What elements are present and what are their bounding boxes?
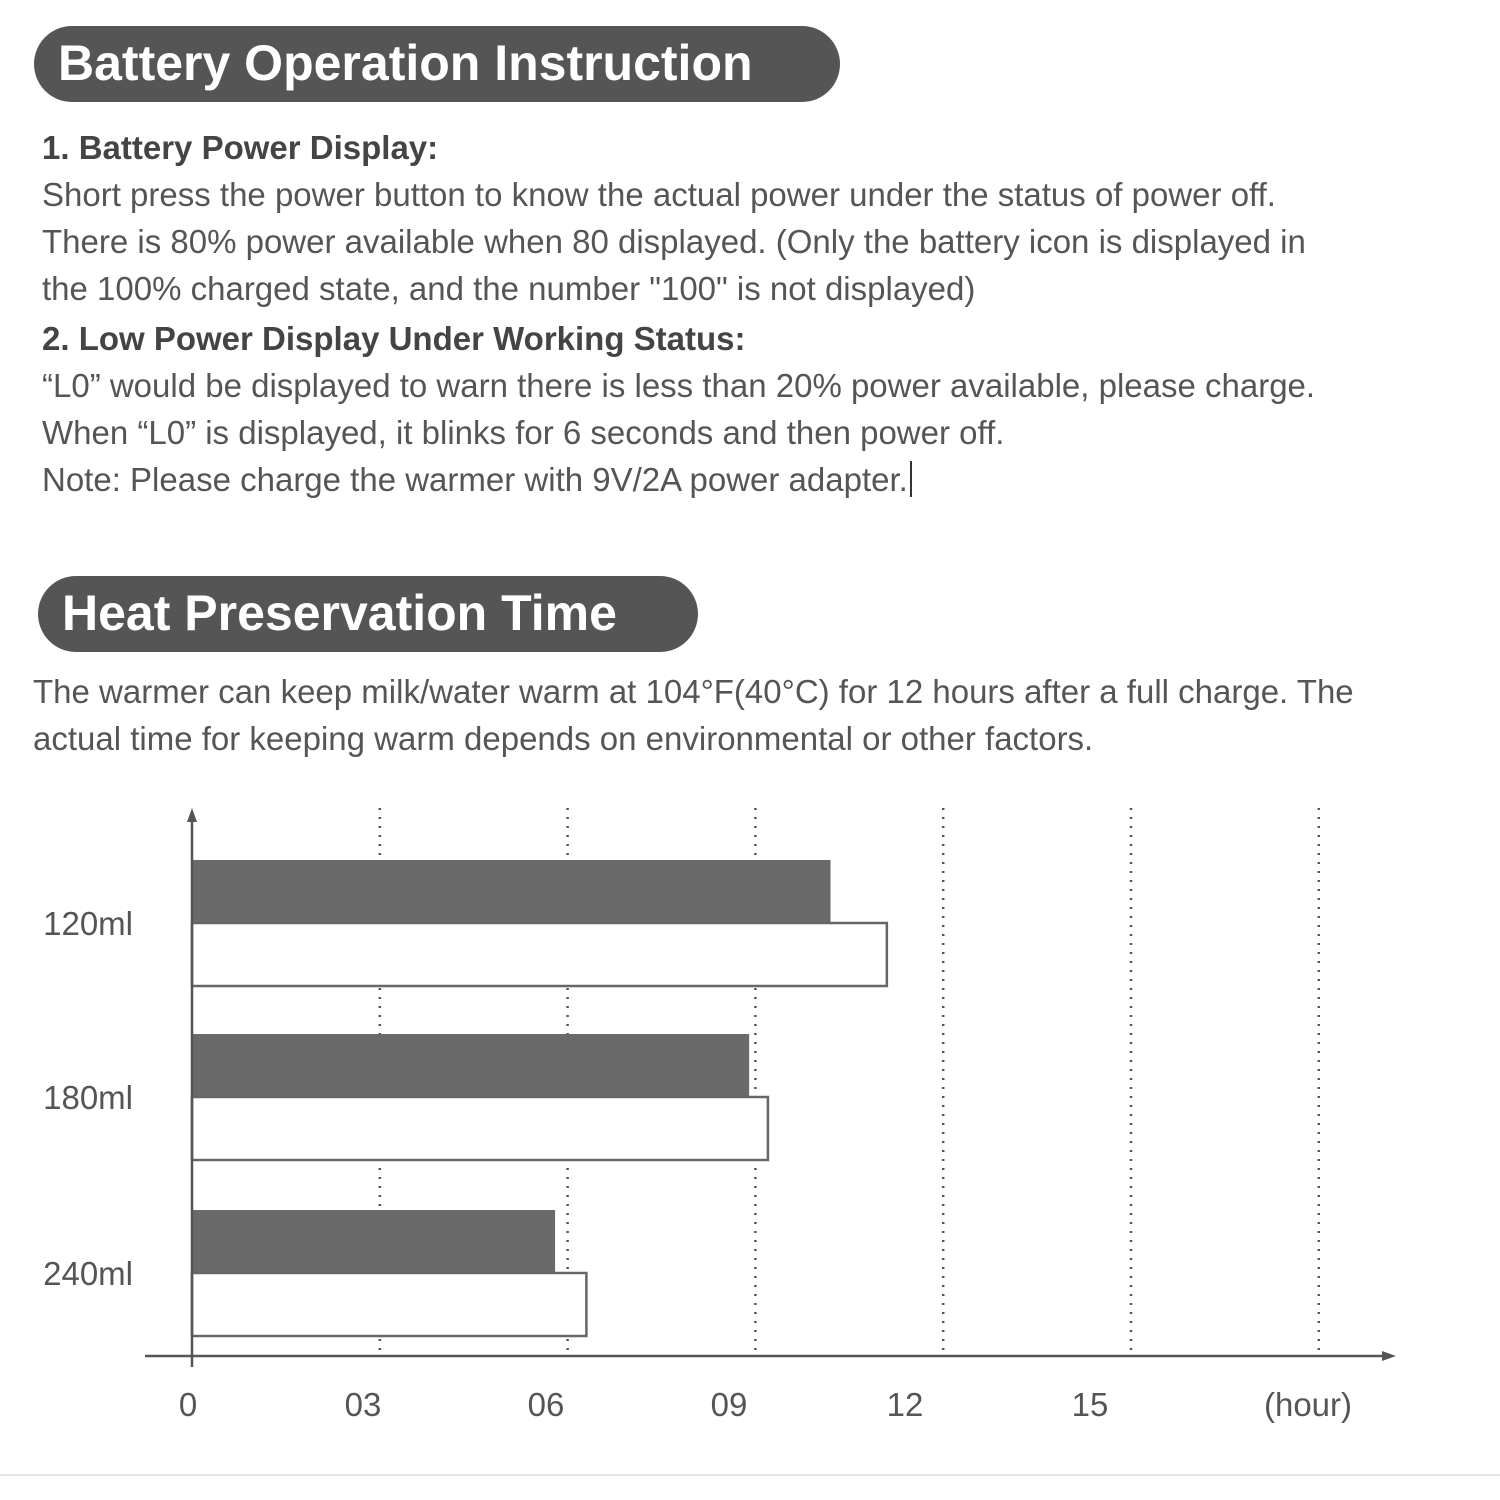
heat-description <box>33 668 1354 762</box>
heat-description-line: The warmer can keep milk/water warm at 104°F(40°C) for 12 hours after a full charge. The <box>33 673 1354 710</box>
bar-120ml-series-2 <box>192 923 887 986</box>
y-axis-arrow <box>187 808 197 822</box>
item1-line: Short press the power button to know the actual power under the status of power off. <box>42 176 1276 213</box>
x-tick-label: 12 <box>886 1386 924 1423</box>
item2-heading: 2. Low Power Display Under Working Status: <box>42 320 746 357</box>
heat-description-line: actual time for keeping warm depends on environmental or other factors. <box>33 720 1094 757</box>
bar-240ml-series-2 <box>192 1273 586 1336</box>
item1-line: There is 80% power available when 80 displayed. (Only the battery icon is displayed in <box>42 223 1306 260</box>
item1-line: the 100% charged state, and the number "100" is not displayed) <box>42 270 976 307</box>
item2-line: “L0” would be displayed to warn there is less than 20% power available, please charge. <box>42 367 1316 404</box>
item1-heading: 1. Battery Power Display: <box>42 129 439 166</box>
x-tick-label: 15 <box>1071 1386 1109 1423</box>
item2-line: When “L0” is displayed, it blinks for 6 seconds and then power off. <box>42 414 1005 451</box>
bar-240ml-series-1 <box>192 1210 555 1273</box>
bar-layer <box>192 860 887 1336</box>
category-label: 240ml <box>43 1255 133 1292</box>
heat-preservation-chart <box>0 790 1500 1450</box>
x-tick-label: 0 <box>178 1386 198 1423</box>
heat-section-title: Heat Preservation Time <box>38 576 698 652</box>
text-cursor <box>910 461 912 497</box>
bar-180ml-series-1 <box>192 1034 749 1097</box>
note-text: Note: Please charge the warmer with 9V/2A power adapter. <box>42 461 908 498</box>
x-tick-label: 06 <box>527 1386 565 1423</box>
note-line[interactable] <box>42 456 1315 503</box>
x-tick-label: 03 <box>344 1386 382 1423</box>
x-axis-arrow <box>1382 1351 1396 1361</box>
category-label: 120ml <box>43 905 133 942</box>
battery-section-title: Battery Operation Instruction <box>34 26 840 102</box>
x-axis-unit-label: (hour) <box>1263 1386 1353 1423</box>
x-tick-label: 09 <box>710 1386 748 1423</box>
battery-instructions <box>42 124 1315 503</box>
category-label: 180ml <box>43 1079 133 1116</box>
bar-120ml-series-1 <box>192 860 831 923</box>
bar-180ml-series-2 <box>192 1097 768 1160</box>
page-divider <box>0 1474 1500 1476</box>
